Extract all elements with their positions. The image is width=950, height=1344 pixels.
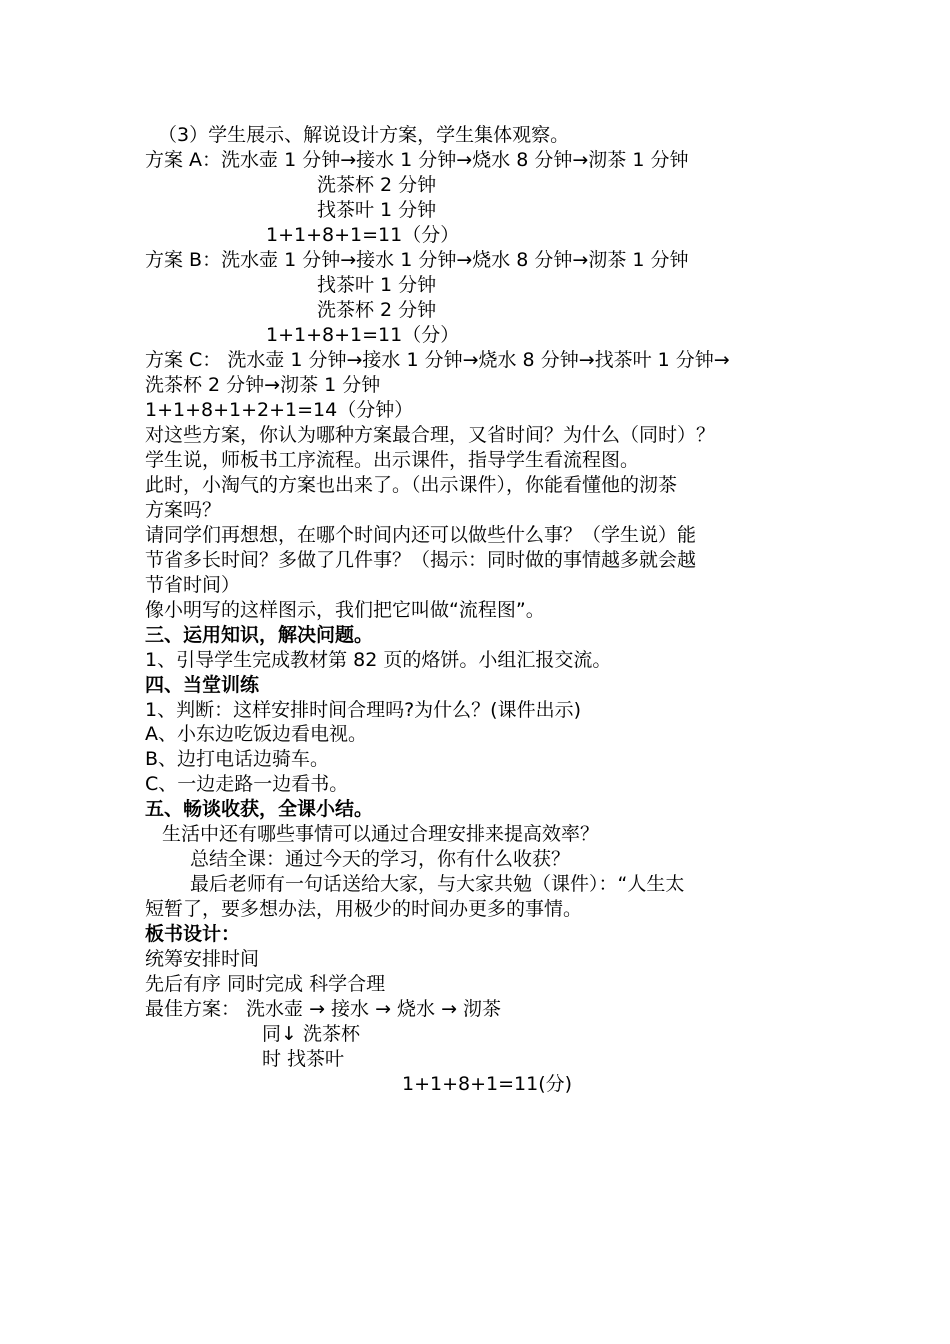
text-line: 找茶叶 1 分钟: [317, 199, 437, 221]
text-line: 方案 B：洗水壶 1 分钟→接水 1 分钟→烧水 8 分钟→沏茶 1 分钟: [145, 249, 689, 271]
text-line: 1+1+8+1+2+1=14（分钟）: [145, 399, 414, 421]
text-line: 先后有序 同时完成 科学合理: [145, 973, 386, 995]
text-line: 此时，小淘气的方案也出来了。（出示课件），你能看懂他的沏茶: [145, 474, 678, 496]
text-line: B、边打电话边骑车。: [145, 748, 330, 770]
text-line: 总结全课：通过今天的学习，你有什么收获？: [190, 848, 571, 870]
section-heading: 五、畅谈收获，全课小结。: [145, 798, 374, 820]
text-line: 1、引导学生完成教材第 82 页的烙饼。小组汇报交流。: [145, 649, 612, 671]
text-line: （3）学生展示、解说设计方案，学生集体观察。: [158, 124, 570, 146]
text-line: 方案 C： 洗水壶 1 分钟→接水 1 分钟→烧水 8 分钟→找茶叶 1 分钟→: [145, 349, 730, 371]
text-line: 学生说，师板书工序流程。出示课件，指导学生看流程图。: [145, 449, 640, 471]
text-line: 请同学们再想想，在哪个时间内还可以做些什么事？（学生说）能: [145, 524, 697, 546]
text-line: 像小明写的这样图示，我们把它叫做“流程图”。: [145, 599, 545, 621]
section-heading: 板书设计：: [145, 923, 241, 945]
text-line: 1+1+8+1=11(分): [402, 1073, 573, 1095]
text-line: 1+1+8+1=11（分）: [266, 224, 460, 246]
text-line: 短暂了，要多想办法，用极少的时间办更多的事情。: [145, 898, 583, 920]
text-line: 1、判断：这样安排时间合理吗?为什么？(课件出示): [145, 699, 581, 721]
text-line: 同↓ 洗茶杯: [262, 1023, 360, 1045]
text-line: 洗茶杯 2 分钟: [317, 299, 437, 321]
text-line: 找茶叶 1 分钟: [317, 274, 437, 296]
text-line: 节省多长时间？多做了几件事？（揭示：同时做的事情越多就会越: [145, 549, 697, 571]
text-line: 生活中还有哪些事情可以通过合理安排来提高效率？: [162, 823, 600, 845]
text-line: 最佳方案： 洗水壶 → 接水 → 烧水 → 沏茶: [145, 998, 502, 1020]
text-line: 最后老师有一句话送给大家，与大家共勉（课件）：“人生太: [190, 873, 685, 895]
section-heading: 四、当堂训练: [145, 674, 260, 696]
text-line: 洗茶杯 2 分钟→沏茶 1 分钟: [145, 374, 381, 396]
text-line: A、小东边吃饭边看电视。: [145, 723, 367, 745]
text-line: 1+1+8+1=11（分）: [266, 324, 460, 346]
text-line: 洗茶杯 2 分钟: [317, 174, 437, 196]
text-line: 方案吗？: [145, 499, 222, 521]
text-line: 方案 A：洗水壶 1 分钟→接水 1 分钟→烧水 8 分钟→沏茶 1 分钟: [145, 149, 689, 171]
text-line: 时 找茶叶: [262, 1048, 345, 1070]
text-line: 统筹安排时间: [145, 948, 260, 970]
section-heading: 三、运用知识，解决问题。: [145, 624, 374, 646]
text-line: C、一边走路一边看书。: [145, 773, 349, 795]
text-line: 对这些方案，你认为哪种方案最合理，又省时间？为什么（同时）？: [145, 424, 716, 446]
text-line: 节省时间）: [145, 574, 241, 596]
